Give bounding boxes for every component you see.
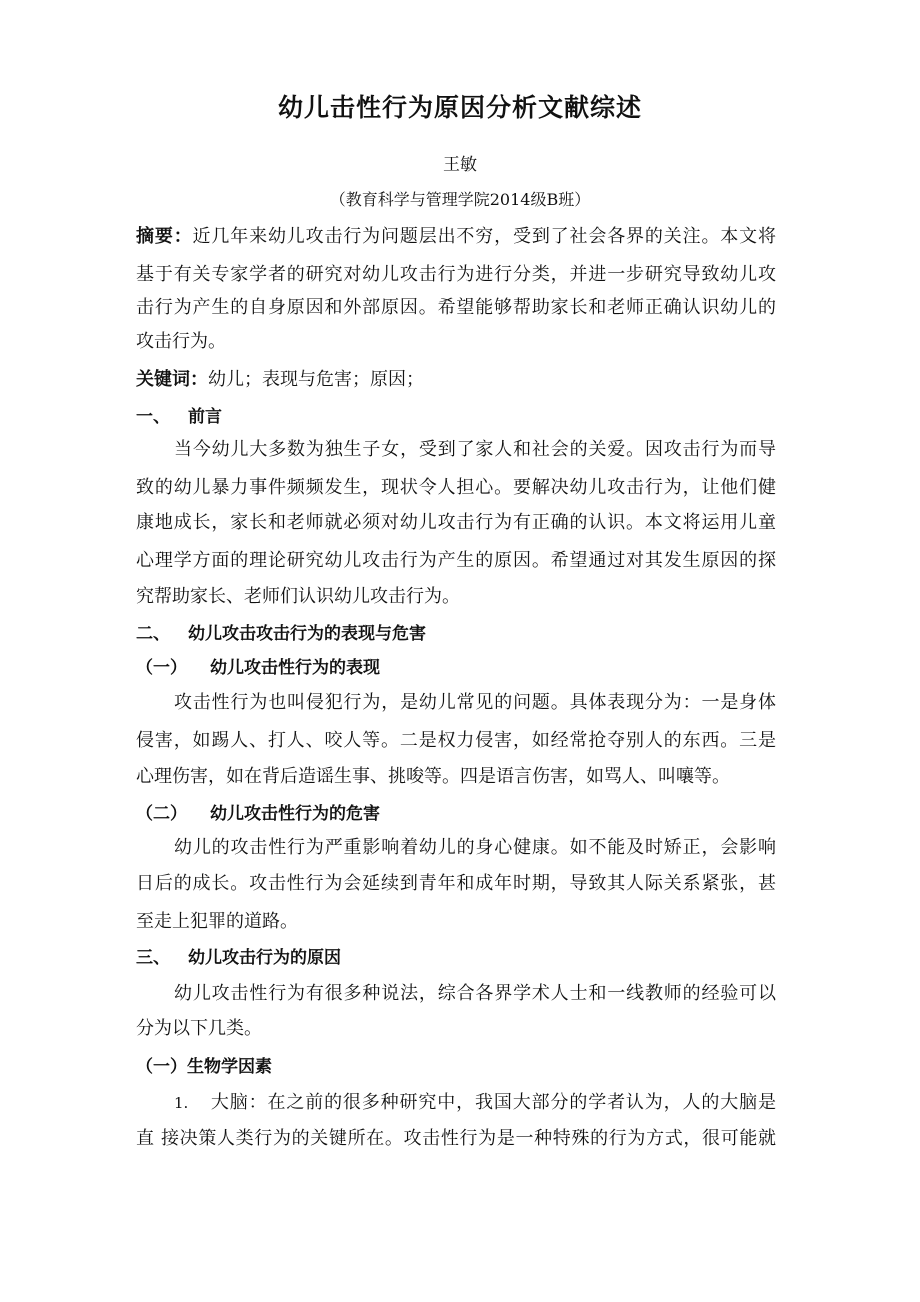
abstract-label: 摘要：	[136, 226, 193, 247]
section-heading: 三、 幼儿攻击行为的原因	[136, 948, 341, 968]
abstract-line: 击行为产生的自身原因和外部原因。希望能够帮助家长和老师正确认识幼儿的	[136, 297, 776, 318]
subsection-heading: （一）生物学因素	[136, 1057, 272, 1077]
author-affiliation: （教育科学与管理学院2014级B班）	[329, 190, 591, 209]
keywords-text: 幼儿；表现与危害；原因；	[208, 369, 424, 390]
list-item-line: 1. 大脑：在之前的很多种研究中，我国大部分的学者认为，人的大脑是	[174, 1092, 776, 1113]
paragraph-line: 日后的成长。攻击性行为会延续到青年和成年时期，导致其人际关系紧张，甚	[136, 873, 776, 894]
paragraph-line: 幼儿攻击性行为有很多种说法，综合各界学术人士和一线教师的经验可以	[174, 983, 776, 1004]
abstract-line: 基于有关专家学者的研究对幼儿攻击行为进行分类，并进一步研究导致幼儿攻	[136, 264, 776, 285]
keywords-label: 关键词：	[136, 369, 208, 390]
paragraph-line: 分为以下几类。	[136, 1018, 262, 1039]
paragraph-line: 究帮助家长、老师们认识幼儿攻击行为。	[136, 586, 460, 607]
paragraph-line: 心理学方面的理论研究幼儿攻击行为产生的原因。希望通过对其发生原因的探	[136, 550, 776, 571]
paragraph-line: 致的幼儿暴力事件频频发生，现状令人担心。要解决幼儿攻击行为，让他们健	[136, 477, 776, 498]
paragraph-line: 幼儿的攻击性行为严重影响着幼儿的身心健康。如不能及时矫正，会影响	[174, 837, 776, 858]
paragraph-line: 侵害，如踢人、打人、咬人等。二是权力侵害，如经常抢夺别人的东西。三是	[136, 730, 776, 751]
document-title: 幼儿击性行为原因分析文献综述	[277, 93, 642, 122]
paragraph-line: 至走上犯罪的道路。	[136, 911, 298, 932]
subsection-heading: （一） 幼儿攻击性行为的表现	[136, 658, 380, 678]
abstract-line: 摘要：近几年来幼儿攻击行为问题层出不穷，受到了社会各界的关注。本文将	[136, 226, 776, 247]
author-name: 王敏	[443, 155, 477, 175]
section-heading: 一、 前言	[136, 407, 222, 427]
paragraph-line: 心理伤害，如在背后造谣生事、挑唆等。四是语言伤害，如骂人、叫嚷等。	[136, 766, 730, 787]
paragraph-line: 康地成长，家长和老师就必须对幼儿攻击行为有正确的认识。本文将运用儿童	[136, 512, 776, 533]
list-item-number: 1.	[174, 1094, 189, 1112]
paragraph-line: 当今幼儿大多数为独生子女，受到了家人和社会的关爱。因攻击行为而导	[174, 439, 776, 460]
list-item-line: 直 接决策人类行为的关键所在。攻击性行为是一种特殊的行为方式，很可能就	[136, 1128, 776, 1149]
paragraph-line: 攻击性行为也叫侵犯行为，是幼儿常见的问题。具体表现分为：一是身体	[174, 692, 776, 713]
section-heading: 二、 幼儿攻击攻击行为的表现与危害	[136, 624, 426, 644]
subsection-heading: （二） 幼儿攻击性行为的危害	[136, 804, 380, 824]
abstract-line: 攻击行为。	[136, 331, 226, 352]
keywords-line	[136, 368, 776, 392]
